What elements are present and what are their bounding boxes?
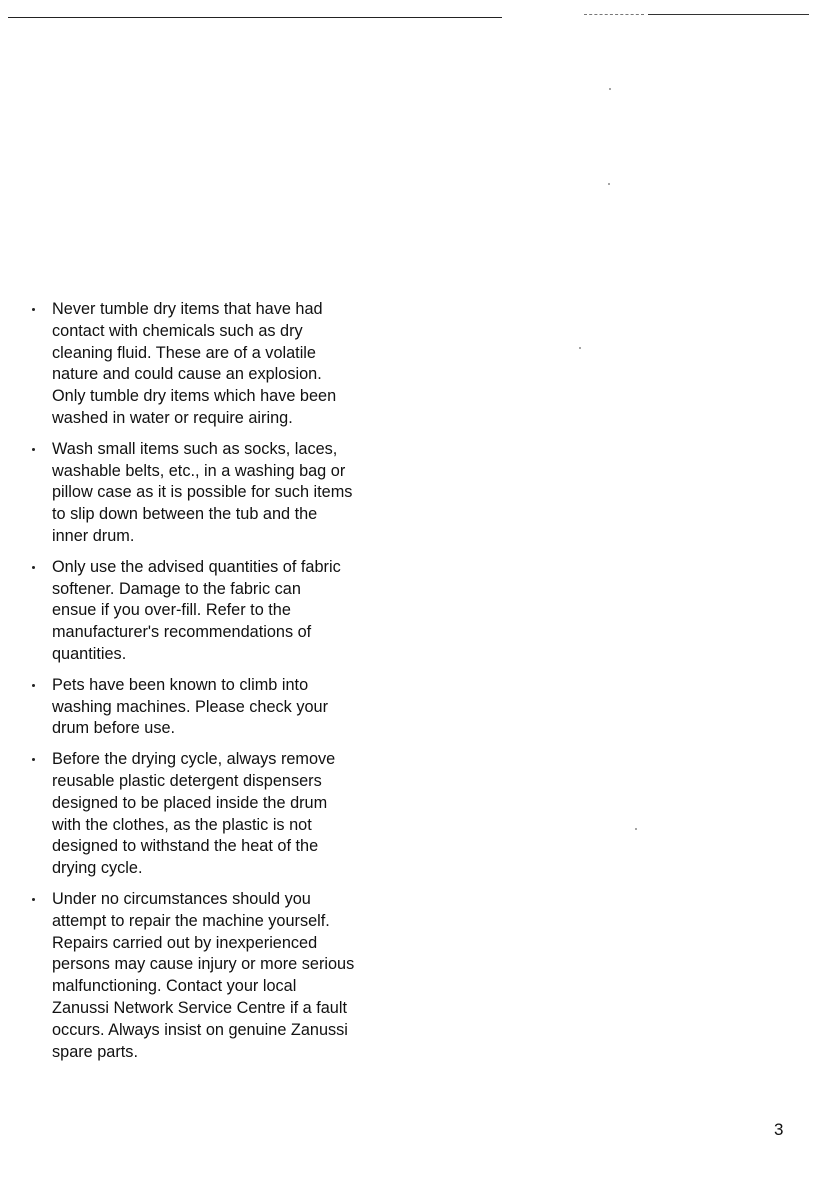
warning-item: [30, 557, 410, 666]
warning-text: Before the drying cycle, always remove reusable plastic detergent dispensers designed to be placed inside the drum with the clothes, as the plastic is not designed to withstand the heat of the drying cycle.: [52, 750, 336, 878]
scan-speck: [635, 828, 637, 830]
scan-speck: [608, 183, 610, 185]
warning-item: [30, 439, 410, 548]
page-number: 3: [774, 1120, 784, 1139]
bullet-icon: [32, 566, 35, 569]
warning-text: Never tumble dry items that have had contact with chemicals such as dry cleaning fluid. These are of a volatile nature and could cause an explosion. Only tumble dry items which have been washed in water or require airing.: [52, 300, 337, 427]
warning-item: [30, 749, 410, 880]
warning-text: Pets have been known to climb into washing machines. Please check your drum before use.: [52, 675, 329, 738]
bullet-icon: [32, 758, 35, 761]
bullet-icon: [32, 448, 35, 451]
bullet-icon: [32, 684, 35, 687]
bullet-icon: [32, 308, 35, 311]
header-rule-right-faint: [584, 14, 644, 15]
safety-warnings-list: [30, 299, 410, 1072]
warning-text: Under no circumstances should you attempt to repair the machine yourself. Repairs carried out by inexperienced persons may cause injury or more serious malfunctioning. Contact your local Zanussi Network Service Centre if a fault occurs. Always insist on genuine Zanussi spare parts.: [52, 889, 355, 1061]
warning-item: [30, 675, 410, 740]
warning-text: Wash small items such as socks, laces, washable belts, etc., in a washing bag or pillow case as it is possible for such items to slip down between the tub and the inner drum.: [52, 439, 353, 545]
warning-item: [30, 889, 410, 1063]
bullet-icon: [32, 898, 35, 901]
header-rule-right: [648, 14, 809, 15]
warning-text: Only use the advised quantities of fabric softener. Damage to the fabric can ensue if you over-fill. Refer to the manufacturer's recommendations of quantities.: [52, 557, 341, 663]
warning-item: [30, 299, 410, 430]
scan-speck: [579, 347, 581, 349]
scan-speck: [609, 88, 611, 90]
header-rule-left: [8, 17, 502, 18]
